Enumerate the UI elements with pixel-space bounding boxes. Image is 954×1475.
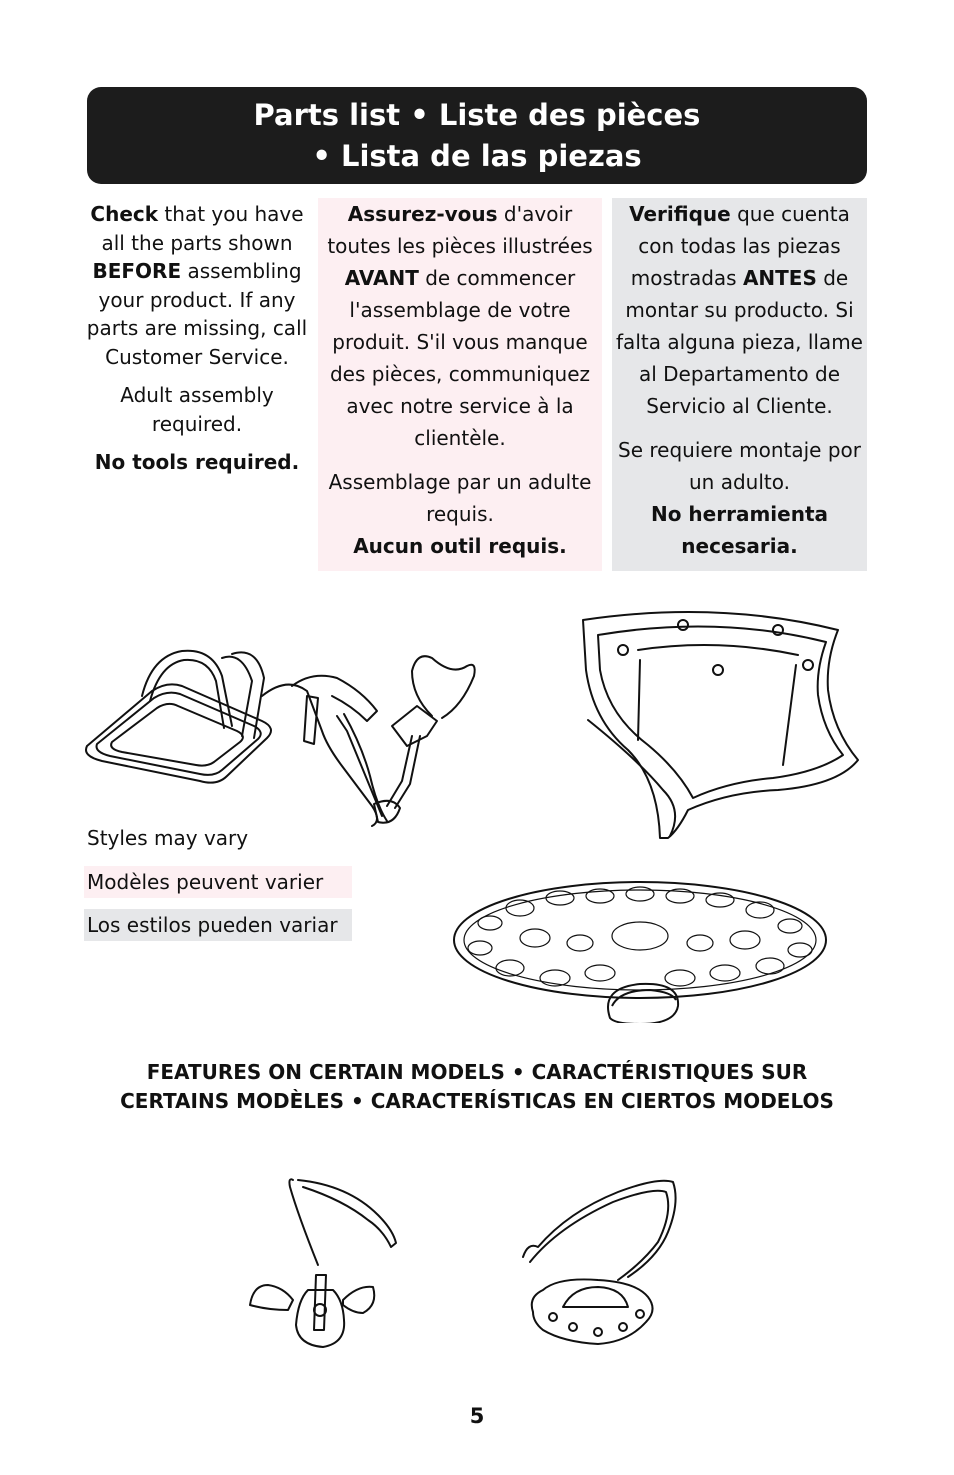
french-no-tools-bold: Aucun outil requis. bbox=[353, 534, 567, 558]
drum-toy-illustration bbox=[518, 1172, 680, 1354]
check-bold: Check bbox=[90, 202, 159, 226]
french-no-tools bbox=[318, 530, 602, 562]
french-instructions bbox=[318, 198, 602, 454]
english-text-1: that you have all the parts shown bbox=[101, 202, 304, 255]
english-no-tools-bold: No tools required. bbox=[94, 450, 300, 474]
styles-note-french: Modèles peuvent varier bbox=[84, 866, 352, 898]
french-text-1: d'avoir toutes les pièces illustrées bbox=[327, 202, 593, 258]
antes-bold: ANTES bbox=[742, 266, 817, 290]
styles-note-english: Styles may vary bbox=[87, 826, 249, 850]
features-heading bbox=[60, 1058, 894, 1116]
spanish-text-1: que cuenta con todas las piezas mostradas bbox=[630, 202, 850, 290]
english-adult-assembly: Adult assembly required. bbox=[120, 383, 274, 436]
english-no-tools bbox=[83, 448, 311, 477]
assurez-bold: Assurez-vous bbox=[347, 202, 498, 226]
seat-pad-illustration bbox=[578, 610, 866, 842]
avant-bold: AVANT bbox=[344, 266, 419, 290]
features-line-1: FEATURES ON CERTAIN MODELS • CARACTÉRISTIQUES SUR bbox=[146, 1060, 808, 1084]
french-adult-assembly: Assemblage par un adulte requis. bbox=[328, 470, 592, 526]
spanish-column bbox=[612, 198, 867, 571]
before-bold: BEFORE bbox=[92, 259, 182, 283]
page-number: 5 bbox=[469, 1404, 485, 1428]
spanish-text-2: de montar su producto. Si falta alguna pieza, llame al Departamento de Servicio al Cliente. bbox=[616, 266, 863, 418]
banner-title-line-2: • Lista de las piezas bbox=[312, 139, 642, 173]
frame-with-spring-illustration bbox=[82, 636, 482, 831]
spanish-no-tools-bold: No herramienta necesaria. bbox=[650, 502, 829, 558]
guitar-toy-illustration bbox=[248, 1175, 400, 1350]
french-column bbox=[318, 198, 602, 571]
english-text-2: assembling your product. If any parts are missing, call Customer Service. bbox=[86, 259, 308, 369]
styles-note-spanish: Los estilos pueden variar bbox=[84, 909, 352, 941]
parts-list-banner bbox=[87, 87, 867, 184]
floor-mat-illustration bbox=[450, 878, 830, 1023]
english-instructions bbox=[83, 200, 311, 371]
spanish-instructions bbox=[612, 198, 867, 422]
spanish-no-tools bbox=[612, 498, 867, 562]
verifique-bold: Verifique bbox=[629, 202, 731, 226]
french-text-2: de commencer l'assemblage de votre produit. S'il vous manque des pièces, communiquez avec notre service à la clientèle. bbox=[329, 266, 591, 450]
banner-title-line-1: Parts list • Liste des pièces bbox=[253, 98, 701, 132]
spanish-adult-assembly: Se requiere montaje por un adulto. bbox=[618, 438, 861, 494]
features-line-2: CERTAINS MODÈLES • CARACTERÍSTICAS EN CIERTOS MODELOS bbox=[120, 1089, 834, 1113]
english-column bbox=[83, 200, 311, 477]
